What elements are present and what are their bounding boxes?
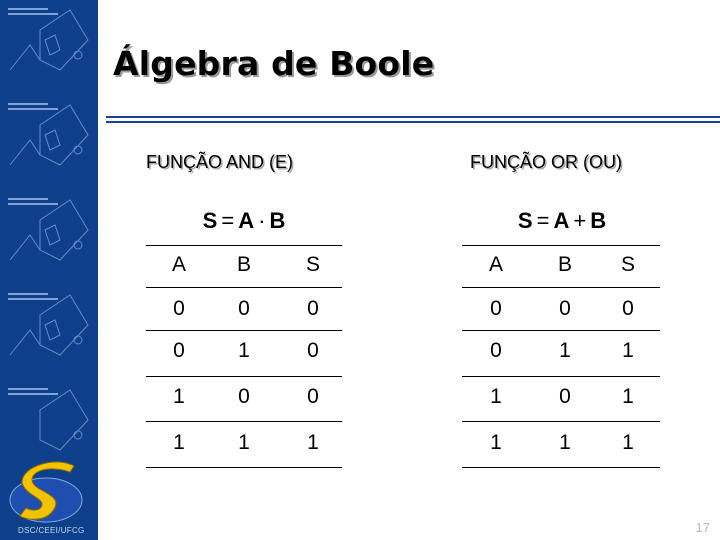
or_table-header-b: B (557, 253, 572, 276)
or-formula-lhs: S (517, 208, 533, 233)
and-formula-eq: = (221, 208, 235, 233)
and-formula-b: B (269, 208, 286, 233)
footer-label: DSC/CEEI/UFCG (18, 526, 85, 535)
or_table-row-line (462, 245, 660, 246)
and_table-row-line (146, 376, 342, 377)
and_table-row-line (146, 330, 342, 331)
slide-title: Álgebra de Boole (113, 44, 435, 83)
and-formula (174, 208, 314, 234)
or_table-row-line (462, 467, 660, 468)
or-formula-eq: = (536, 208, 550, 233)
and_table-cell: 0 (173, 339, 185, 362)
or-formula (492, 208, 632, 234)
and_table-row-line (146, 287, 342, 288)
or_table-cell: 1 (622, 339, 634, 362)
and-formula-a: A (238, 208, 255, 233)
blueprint-pattern (0, 0, 98, 540)
or_table-cell: 0 (490, 297, 502, 320)
and_table-cell: 1 (238, 431, 250, 454)
and_table-cell: 0 (307, 297, 319, 320)
and_table-cell: 1 (173, 431, 185, 454)
and_table-cell: 1 (307, 431, 319, 454)
and_table-cell: 1 (238, 339, 250, 362)
and_table-cell: 1 (173, 385, 185, 408)
and_table-header-s: S (305, 253, 320, 276)
or_table-cell: 0 (490, 339, 502, 362)
or_table-cell: 1 (559, 339, 571, 362)
and_table-header-b: B (236, 253, 251, 276)
and_table-cell: 0 (238, 385, 250, 408)
page-number: 17 (695, 520, 710, 535)
or_table-cell: 1 (622, 431, 634, 454)
or-formula-a: A (553, 208, 570, 233)
or_table-header-s: S (620, 253, 635, 276)
university-logo-icon (10, 462, 82, 522)
and_table-cell: 0 (173, 297, 185, 320)
or-formula-b: B (590, 208, 607, 233)
and-formula-lhs: S (202, 208, 218, 233)
and-formula-op: · (258, 208, 266, 233)
and_table-cell: 0 (307, 385, 319, 408)
or-formula-op: + (573, 208, 587, 233)
or_table-cell: 1 (559, 431, 571, 454)
or_table-row-line (462, 287, 660, 288)
and_table-cell: 0 (307, 339, 319, 362)
or_table-cell: 1 (490, 385, 502, 408)
and_table-row-line (146, 421, 342, 422)
or_table-cell: 0 (622, 297, 634, 320)
or_table-header-a: A (488, 253, 503, 276)
or-heading: FUNÇÃO OR (OU) (470, 152, 622, 172)
and_table-header-a: A (171, 253, 186, 276)
or_table-row-line (462, 376, 660, 377)
title-rule-bottom (106, 121, 720, 123)
or_table-cell: 0 (559, 385, 571, 408)
or_table-row-line (462, 421, 660, 422)
or_table-cell: 0 (559, 297, 571, 320)
and_table-cell: 0 (238, 297, 250, 320)
and_table-row-line (146, 467, 342, 468)
and-heading: FUNÇÃO AND (E) (146, 152, 294, 172)
title-rule-top (106, 116, 720, 118)
or_table-row-line (462, 330, 660, 331)
or_table-cell: 1 (490, 431, 502, 454)
or_table-cell: 1 (622, 385, 634, 408)
and_table-row-line (146, 245, 342, 246)
blueprint-sidebar (0, 0, 98, 540)
